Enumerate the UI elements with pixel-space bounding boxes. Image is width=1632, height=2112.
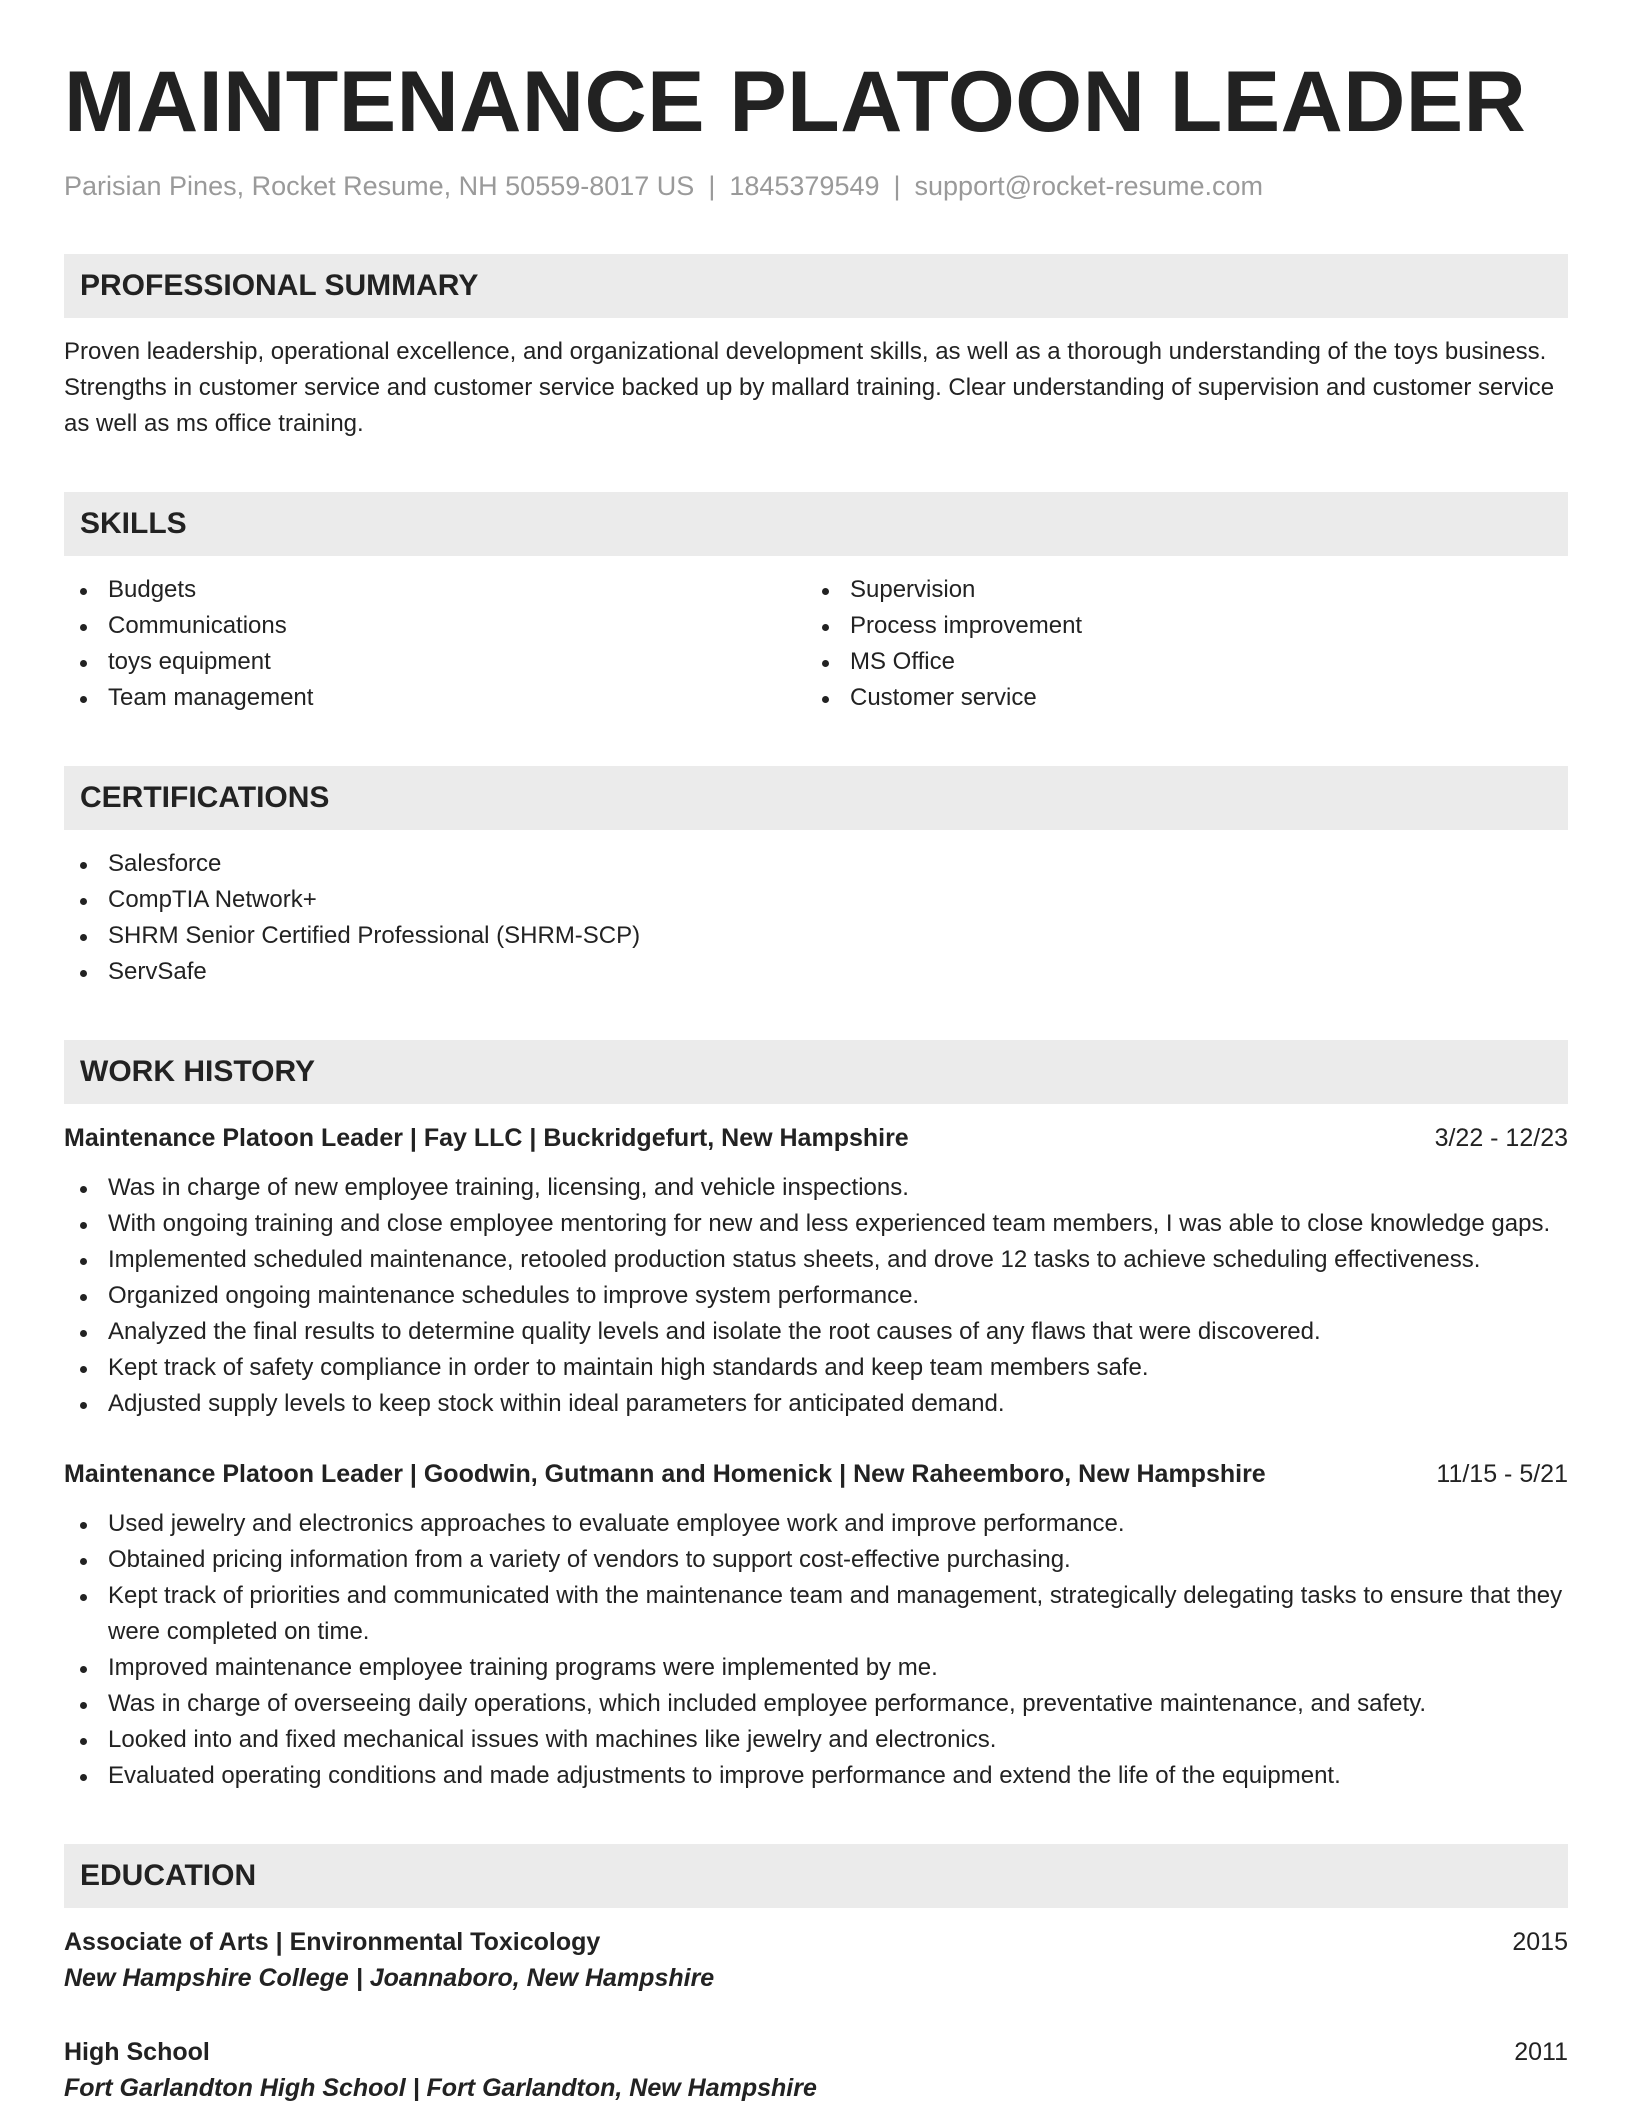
job-bullet: Kept track of safety compliance in order to maintain high standards and keep team members safe. xyxy=(108,1350,1568,1386)
section-heading-work-history: WORK HISTORY xyxy=(64,1040,1568,1104)
section-heading-certifications: CERTIFICATIONS xyxy=(64,766,1568,830)
section-heading-education: EDUCATION xyxy=(64,1844,1568,1908)
contact-separator: | xyxy=(893,171,901,201)
education-header xyxy=(64,2034,1568,2070)
skill-item: Communications xyxy=(108,608,806,644)
section-heading-skills: SKILLS xyxy=(64,492,1568,556)
job-dates: 11/15 - 5/21 xyxy=(1436,1460,1568,1488)
skill-item: Budgets xyxy=(108,572,806,608)
education-school: New Hampshire College | Joannaboro, New Hampshire xyxy=(64,1964,715,1992)
job-dates: 3/22 - 12/23 xyxy=(1434,1124,1568,1152)
job-bullet: Improved maintenance employee training programs were implemented by me. xyxy=(108,1650,1568,1686)
skill-item: Supervision xyxy=(850,572,1548,608)
job-bullet: Adjusted supply levels to keep stock within ideal parameters for anticipated demand. xyxy=(108,1386,1568,1422)
contact-line xyxy=(64,168,1568,204)
job-bullet: Organized ongoing maintenance schedules to improve system performance. xyxy=(108,1278,1568,1314)
contact-phone: 1845379549 xyxy=(729,171,880,201)
contact-separator: | xyxy=(708,171,716,201)
section-heading-summary: PROFESSIONAL SUMMARY xyxy=(64,254,1568,318)
job-header xyxy=(64,1120,1568,1156)
summary-text: Proven leadership, operational excellence, and organizational development skills, as well as a thorough understanding of the toys business. Strengths in customer service and customer service backed up by mallard training. Clear understanding of supervision and customer service as well as ms office training. xyxy=(64,338,1555,437)
job-bullets xyxy=(64,1506,1568,1794)
skills-list-left xyxy=(64,572,806,716)
education-year: 2015 xyxy=(1512,1928,1568,1956)
skill-item: Process improvement xyxy=(850,608,1548,644)
skill-item: Team management xyxy=(108,680,806,716)
contact-address: Parisian Pines, Rocket Resume, NH 50559-8017 US xyxy=(64,171,695,201)
job-title: Maintenance Platoon Leader | Fay LLC | Buckridgefurt, New Hampshire xyxy=(64,1124,909,1152)
education-degree: Associate of Arts | Environmental Toxicology xyxy=(64,1928,601,1956)
skill-item: Customer service xyxy=(850,680,1548,716)
job-bullet: Analyzed the final results to determine quality levels and isolate the root causes of any flaws that were discovered. xyxy=(108,1314,1568,1350)
certification-item: Salesforce xyxy=(108,846,1568,882)
job-bullet: Was in charge of overseeing daily operations, which included employee performance, preventative maintenance, and safety. xyxy=(108,1686,1568,1722)
certifications-list xyxy=(64,846,1568,990)
job-header xyxy=(64,1456,1568,1492)
contact-email: support@rocket-resume.com xyxy=(914,171,1264,201)
certification-item: SHRM Senior Certified Professional (SHRM-SCP) xyxy=(108,918,1568,954)
education-year: 2011 xyxy=(1514,2038,1568,2066)
job-bullet: Implemented scheduled maintenance, retooled production status sheets, and drove 12 tasks to achieve scheduling effectiveness. xyxy=(108,1242,1568,1278)
job-bullet: Looked into and fixed mechanical issues with machines like jewelry and electronics. xyxy=(108,1722,1568,1758)
education-header xyxy=(64,1924,1568,1960)
job-bullet: Used jewelry and electronics approaches to evaluate employee work and improve performance. xyxy=(108,1506,1568,1542)
skills-grid xyxy=(64,556,1568,716)
education-entry xyxy=(64,1924,1568,1996)
job-bullet: Was in charge of new employee training, licensing, and vehicle inspections. xyxy=(108,1170,1568,1206)
job-title: Maintenance Platoon Leader | Goodwin, Gutmann and Homenick | New Raheemboro, New Hampshire xyxy=(64,1460,1266,1488)
certification-item: ServSafe xyxy=(108,954,1568,990)
resume-page xyxy=(64,0,1568,2106)
job-entry xyxy=(64,1120,1568,1422)
skill-item: toys equipment xyxy=(108,644,806,680)
education-school: Fort Garlandton High School | Fort Garlandton, New Hampshire xyxy=(64,2074,817,2102)
resume-name: MAINTENANCE PLATOON LEADER xyxy=(64,54,1527,150)
job-entry xyxy=(64,1456,1568,1794)
job-bullet: Kept track of priorities and communicated with the maintenance team and management, strategically delegating tasks to ensure that they were completed on time. xyxy=(108,1578,1568,1650)
skill-item: MS Office xyxy=(850,644,1548,680)
education-entry xyxy=(64,2034,1568,2106)
job-bullet: With ongoing training and close employee mentoring for new and less experienced team members, I was able to close knowledge gaps. xyxy=(108,1206,1568,1242)
job-bullet: Evaluated operating conditions and made adjustments to improve performance and extend the life of the equipment. xyxy=(108,1758,1568,1794)
certification-item: CompTIA Network+ xyxy=(108,882,1568,918)
job-bullets xyxy=(64,1170,1568,1422)
education-degree: High School xyxy=(64,2038,210,2066)
job-bullet: Obtained pricing information from a variety of vendors to support cost-effective purchasing. xyxy=(108,1542,1568,1578)
skills-list-right xyxy=(806,572,1548,716)
